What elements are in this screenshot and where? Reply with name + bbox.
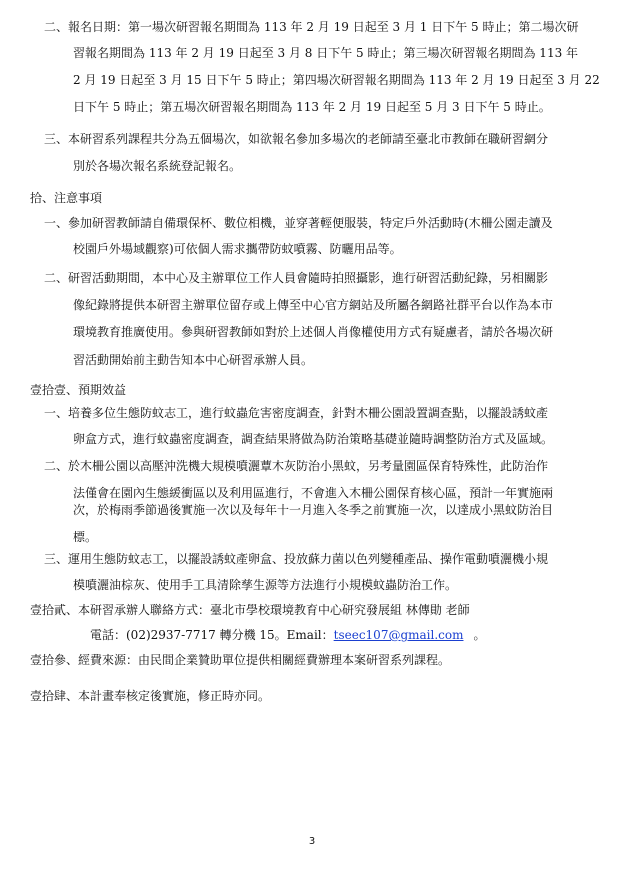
benefits-item-2-line-3: 次，於梅雨季節過後實施一次以及每年十一月進入冬季之前實施一次，以達成小黑蚊防治目 <box>73 503 554 517</box>
notes-item-2-line-4: 習活動開始前主動告知本中心研習承辦人員。 <box>73 353 314 367</box>
contact-details <box>90 627 486 643</box>
benefits-item-2-line-4: 標。 <box>73 530 98 544</box>
registration-dates-line-4: 日下午 5 時止；第五場次研習報名期間為 113 年 2 月 19 日起至 5 月 3 日下午 5 時止。 <box>73 100 551 114</box>
notes-item-1-line-2: 校園戶外場域觀察)可依個人需求攜帶防蚊噴霧、防曬用品等。 <box>73 242 402 256</box>
notes-item-1-line-1: 一、參加研習教師請自備環保杯、數位相機，並穿著輕便服裝，特定戶外活動時(木柵公園走讀及 <box>44 216 553 230</box>
page-number: 3 <box>308 836 316 847</box>
contact-heading-line: 壹拾貳、本研習承辦人聯絡方式：臺北市學校環境教育中心研究發展組 林傳勛 老師 <box>30 603 470 617</box>
section-heading-notes: 拾、注意事項 <box>30 191 103 205</box>
contact-phone-text: 電話：(02)2937-7717 轉分機 15。Email： <box>90 628 334 642</box>
benefits-item-3-line-2: 模噴灑油棕灰、使用手工具清除孳生源等方法進行小規模蚊蟲防治工作。 <box>73 578 458 592</box>
benefits-item-1-line-1: 一、培養多位生態防蚊志工，進行蚊蟲危害密度調查，針對木柵公園設置調查點，以擺設誘蚊產 <box>44 406 549 420</box>
contact-suffix: 。 <box>473 628 486 642</box>
registration-dates-line-3: 2 月 19 日起至 3 月 15 日下午 5 時止；第四場次研習報名期間為 113 年 2 月 19 日起至 3 月 22 <box>73 73 600 87</box>
contact-email-link[interactable]: tseec107@gmail.com <box>333 628 464 642</box>
notes-item-2-line-1: 二、研習活動期間，本中心及主辦單位工作人員會隨時拍照攝影，進行研習活動紀錄，另相關影 <box>44 271 549 285</box>
benefits-item-3-line-1: 三、運用生態防蚊志工，以擺設誘蚊產卵盒、投放蘇力菌以色列變種產品、操作電動噴灑機小規 <box>44 552 549 566</box>
notes-item-2-line-3: 環境教育推廣使用。參與研習教師如對於上述個人肖像權使用方式有疑慮者，請於各場次研 <box>73 325 554 339</box>
funding-source-line: 壹拾參、經費來源：由民間企業贊助單位提供相關經費辦理本案研習系列課程。 <box>30 653 451 667</box>
implementation-line: 壹拾肆、本計畫奉核定後實施，修正時亦同。 <box>30 689 271 703</box>
registration-dates-line-1: 二、報名日期：第一場次研習報名期間為 113 年 2 月 19 日起至 3 月 1 日下午 5 時止；第二場次研 <box>44 20 579 34</box>
notes-item-2-line-2: 像紀錄將提供本研習主辦單位留存或上傳至中心官方網站及所屬各網路社群平台以作為本市 <box>73 298 554 312</box>
multi-session-note-line-2: 別於各場次報名系統登記報名。 <box>73 159 242 173</box>
benefits-item-2-line-1: 二、於木柵公園以高壓沖洗機大規模噴灑蕈木灰防治小黑蚊，另考量園區保育特殊性，此防治作 <box>44 459 549 473</box>
benefits-item-2-line-2: 法僅會在園內生態緩衝區以及利用區進行，不會進入木柵公園保育核心區，預計一年實施兩 <box>73 486 554 500</box>
benefits-item-1-line-2: 卵盒方式，進行蚊蟲密度調查，調查結果將做為防治策略基礎並隨時調整防治方式及區域。 <box>73 432 554 446</box>
multi-session-note-line-1: 三、本研習系列課程共分為五個場次，如欲報名參加多場次的老師請至臺北市教師在職研習網分 <box>44 132 549 146</box>
registration-dates-line-2: 習報名期間為 113 年 2 月 19 日起至 3 月 8 日下午 5 時止；第三場次研習報名期間為 113 年 <box>73 46 579 60</box>
section-heading-expected-benefits: 壹拾壹、預期效益 <box>30 383 127 397</box>
